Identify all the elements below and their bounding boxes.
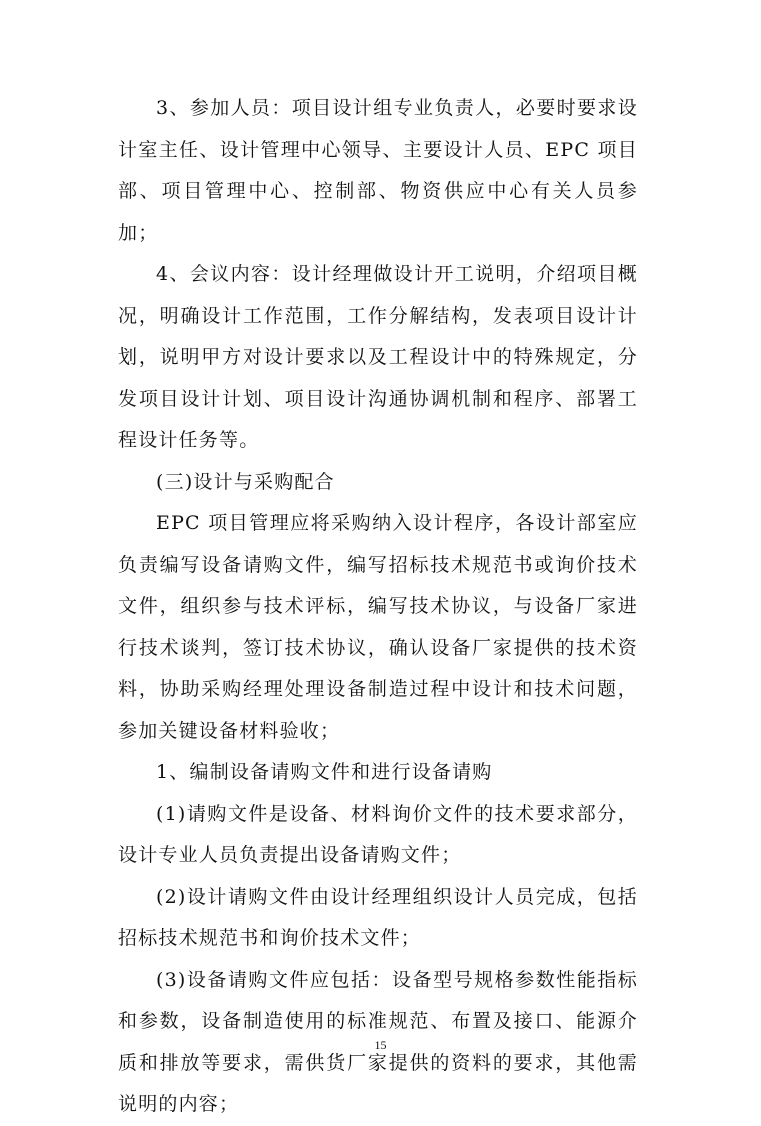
body-text: [118, 88, 638, 1126]
paragraph-item-3: (3)设备请购文件应包括：设备型号规格参数性能指标和参数，设备制造使用的标准规范、布置及接口、能源介质和排放等要求，需供货厂家提供的资料的要求，其他需说明的内容；: [118, 968, 638, 1115]
paragraph-item-1: (1)请购文件是设备、材料询价文件的技术要求部分，设计专业人员负责提出设备请购文件；: [118, 802, 638, 866]
page-number: 15: [374, 1038, 387, 1052]
paragraph-meeting-content: 4、会议内容：设计经理做设计开工说明，介绍项目概况，明确设计工作范围，工作分解结构，发表项目设计计划，说明甲方对设计要求以及工程设计中的特殊规定，分发项目设计计划、项目设计沟通协调机制和程序、部署工程设计任务等。: [118, 263, 638, 451]
paragraph-participants: 3、参加人员：项目设计组专业负责人，必要时要求设计室主任、设计管理中心领导、主要设计人员、EPC 项目部、项目管理中心、控制部、物资供应中心有关人员参加；: [118, 97, 638, 244]
paragraph-item-2: (2)设计请购文件由设计经理组织设计人员完成，包括招标技术规范书和询价技术文件；: [118, 885, 638, 949]
subheading-requisition: 1、编制设备请购文件和进行设备请购: [156, 761, 493, 783]
paragraph-epc-procurement: EPC 项目管理应将采购纳入设计程序，各设计部室应负责编写设备请购文件，编写招标技术规范书或询价技术文件，组织参与技术评标，编写技术协议，与设备厂家进行技术谈判，签订技术协议，确认设备厂家提供的技术资料，协助采购经理处理设备制造过程中设计和技术问题，参加关键设备材料验收；: [118, 512, 638, 742]
section-heading-design-procurement: (三)设计与采购配合: [156, 470, 335, 493]
